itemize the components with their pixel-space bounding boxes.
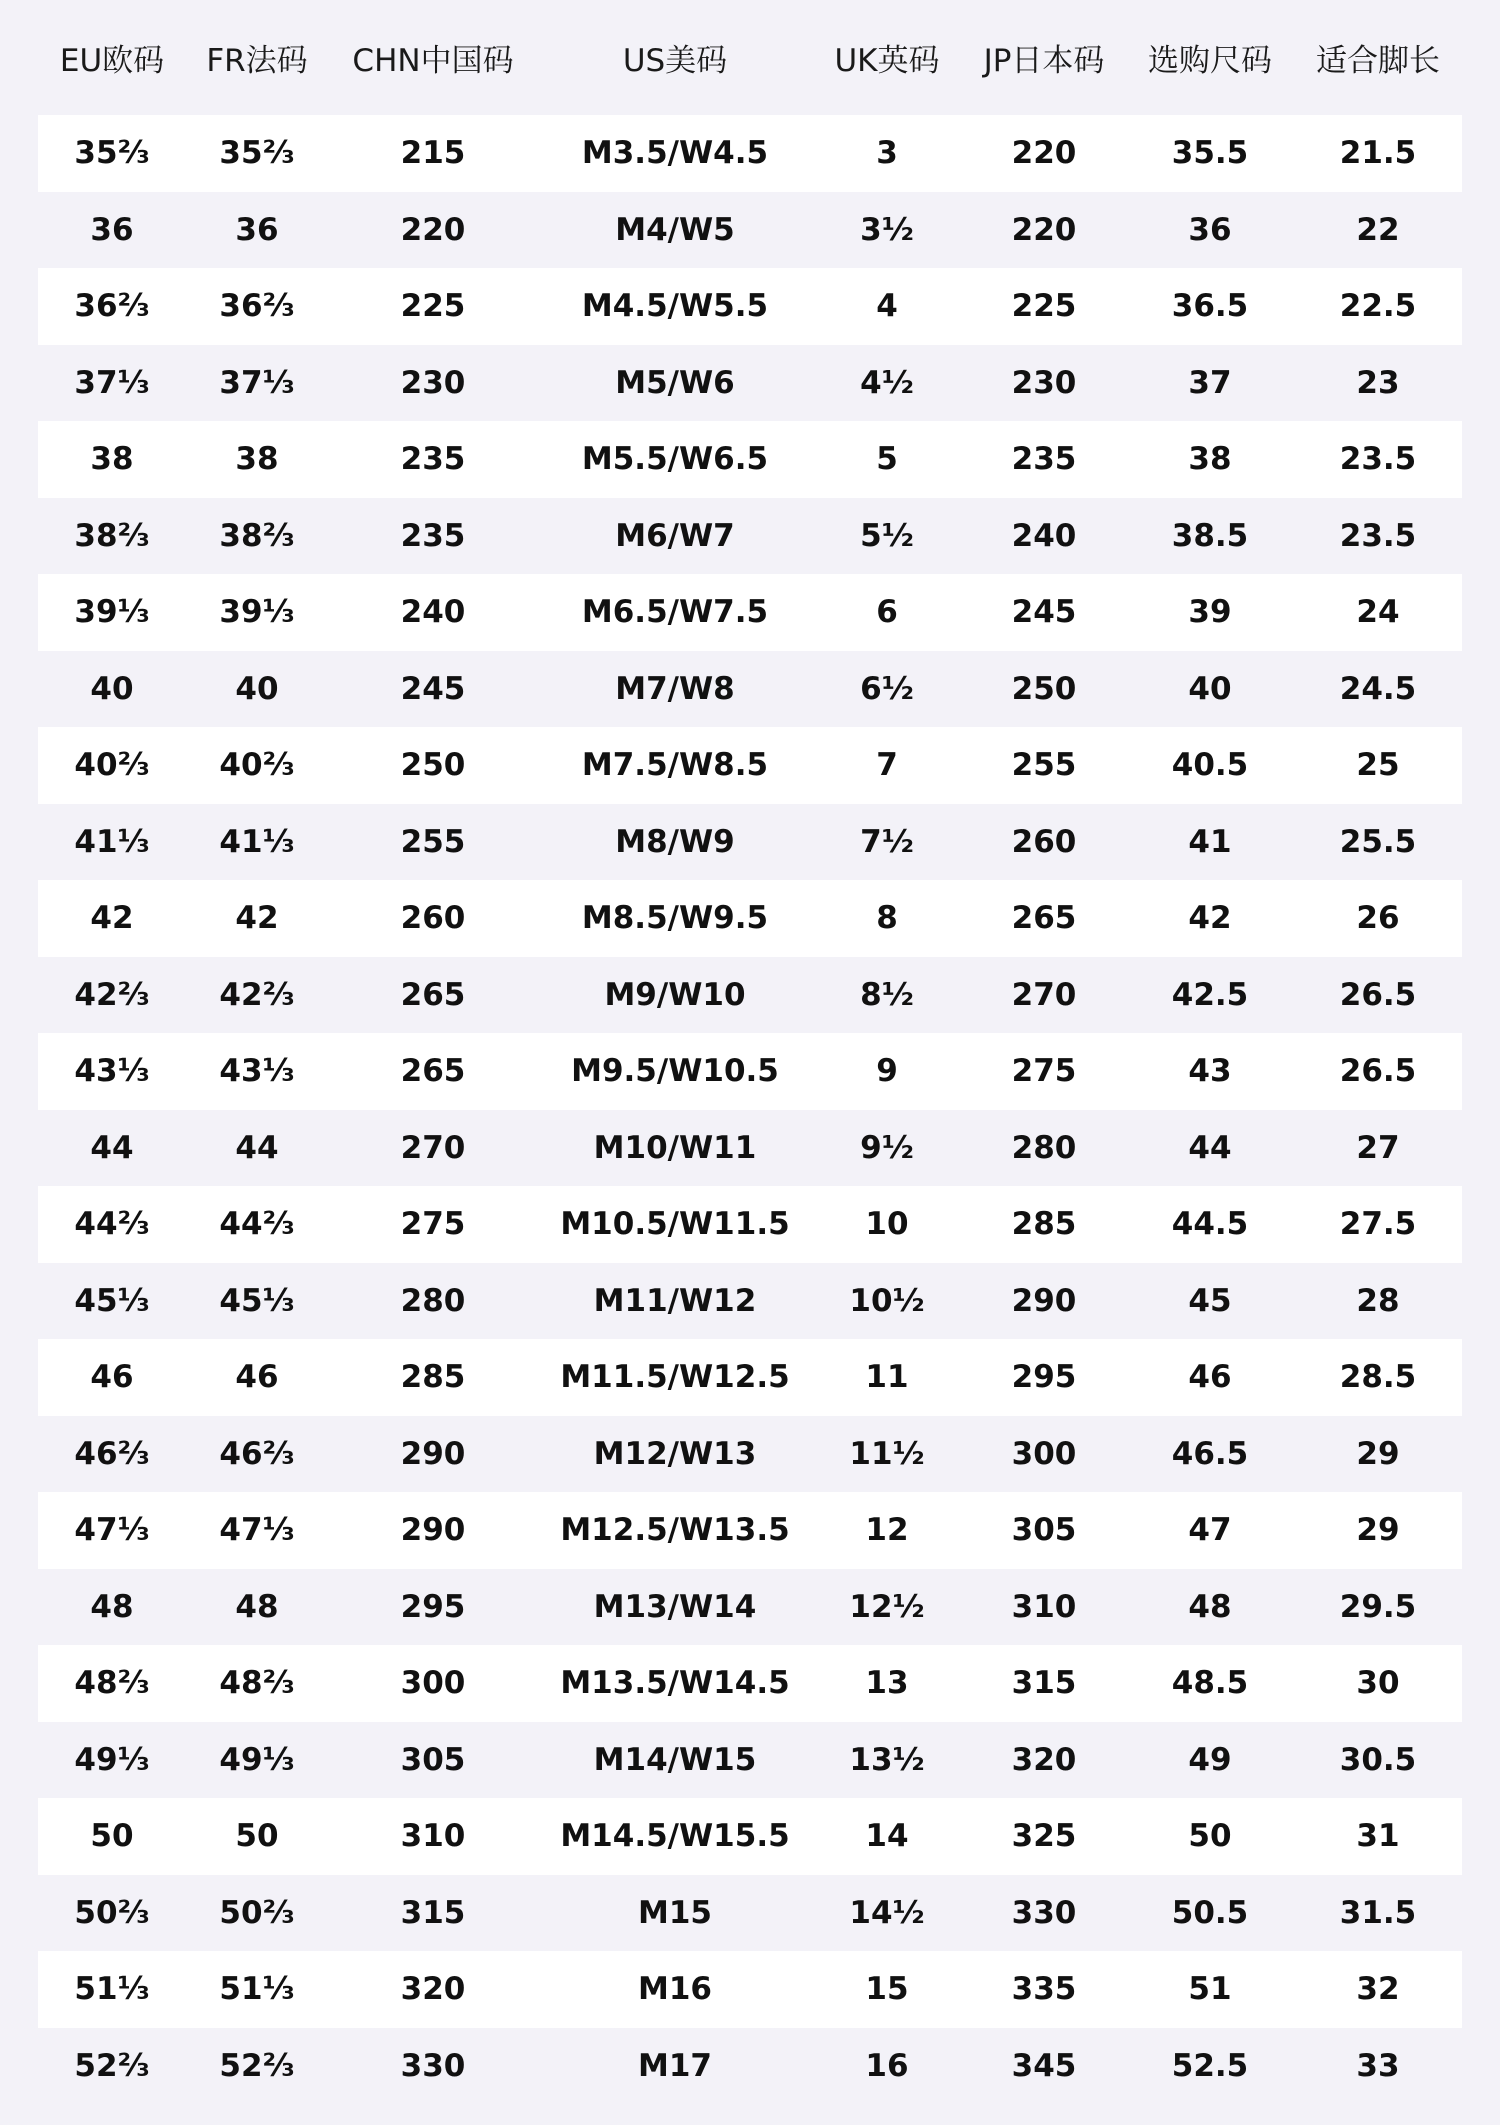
cell-eu: 37⅓ [74, 364, 150, 401]
cell-us: M15 [638, 1894, 712, 1931]
cell-fr: 40⅔ [219, 747, 295, 784]
cell-chn: 255 [400, 823, 466, 860]
header-chn: CHN中国码 [352, 43, 514, 79]
cell-chn: 275 [400, 1206, 466, 1243]
cell-us: M17 [638, 2047, 712, 2084]
cell-us: M13/W14 [593, 1588, 757, 1625]
cell-foot-length: 32 [1356, 1971, 1400, 2008]
cell-jp: 330 [1011, 1894, 1077, 1931]
cell-fr: 41⅓ [219, 823, 295, 860]
cell-foot-length: 28 [1356, 1282, 1400, 1319]
cell-jp: 245 [1011, 594, 1077, 631]
cell-jp: 280 [1011, 1129, 1077, 1166]
cell-us: M4/W5 [615, 211, 735, 248]
cell-foot-length: 24.5 [1339, 670, 1417, 707]
header-jp: JP日本码 [983, 43, 1105, 79]
cell-uk: 11 [865, 1359, 909, 1396]
cell-fr: 48⅔ [219, 1665, 295, 1702]
cell-jp: 285 [1011, 1206, 1077, 1243]
table-row [38, 115, 1462, 192]
cell-chn: 315 [400, 1894, 466, 1931]
cell-eu: 44⅔ [74, 1206, 150, 1243]
cell-eu: 41⅓ [74, 823, 150, 860]
cell-fr: 36 [235, 211, 279, 248]
table-row [38, 1569, 1462, 1646]
cell-eu: 50 [90, 1818, 134, 1855]
cell-chn: 250 [400, 747, 466, 784]
cell-eu: 47⅓ [74, 1512, 150, 1549]
table-row [38, 1722, 1462, 1799]
header-selected-size: 选购尺码 [1148, 43, 1272, 79]
table-row [38, 804, 1462, 881]
cell-jp: 290 [1011, 1282, 1077, 1319]
cell-eu: 52⅔ [74, 2047, 150, 2084]
cell-jp: 230 [1011, 364, 1077, 401]
cell-us: M16 [638, 1971, 712, 2008]
cell-fr: 39⅓ [219, 594, 295, 631]
cell-jp: 275 [1011, 1053, 1077, 1090]
cell-fr: 44⅔ [219, 1206, 295, 1243]
header-fr: FR法码 [206, 43, 308, 79]
cell-jp: 235 [1011, 441, 1077, 478]
table-row [38, 345, 1462, 422]
cell-jp: 260 [1011, 823, 1077, 860]
cell-eu: 40 [90, 670, 134, 707]
cell-us: M5/W6 [615, 364, 735, 401]
cell-chn: 235 [400, 517, 466, 554]
cell-selected-size: 46.5 [1171, 1435, 1249, 1472]
cell-selected-size: 43 [1188, 1053, 1232, 1090]
cell-chn: 330 [400, 2047, 466, 2084]
cell-fr: 48 [235, 1588, 279, 1625]
cell-foot-length: 31 [1356, 1818, 1400, 1855]
cell-foot-length: 28.5 [1339, 1359, 1417, 1396]
cell-selected-size: 39 [1188, 594, 1232, 631]
cell-us: M10.5/W11.5 [560, 1206, 790, 1243]
cell-jp: 255 [1011, 747, 1077, 784]
cell-foot-length: 31.5 [1339, 1894, 1417, 1931]
cell-foot-length: 25 [1356, 747, 1400, 784]
cell-chn: 270 [400, 1129, 466, 1166]
cell-fr: 47⅓ [219, 1512, 295, 1549]
table-row [38, 1875, 1462, 1952]
cell-chn: 245 [400, 670, 466, 707]
table-row [38, 268, 1462, 345]
cell-us: M6/W7 [615, 517, 735, 554]
cell-chn: 265 [400, 976, 466, 1013]
cell-jp: 315 [1011, 1665, 1077, 1702]
cell-jp: 310 [1011, 1588, 1077, 1625]
table-row [38, 957, 1462, 1034]
cell-foot-length: 30 [1356, 1665, 1400, 1702]
cell-selected-size: 45 [1188, 1282, 1232, 1319]
cell-eu: 39⅓ [74, 594, 150, 631]
header-uk: UK英码 [834, 43, 940, 79]
table-row [38, 574, 1462, 651]
cell-foot-length: 29 [1356, 1512, 1400, 1549]
cell-foot-length: 30.5 [1339, 1741, 1417, 1778]
cell-jp: 300 [1011, 1435, 1077, 1472]
cell-eu: 36⅔ [74, 288, 150, 325]
cell-us: M11.5/W12.5 [560, 1359, 790, 1396]
cell-jp: 240 [1011, 517, 1077, 554]
cell-selected-size: 48.5 [1171, 1665, 1249, 1702]
cell-foot-length: 22 [1356, 211, 1400, 248]
cell-eu: 35⅔ [74, 135, 150, 172]
cell-foot-length: 26 [1356, 900, 1400, 937]
cell-us: M13.5/W14.5 [560, 1665, 790, 1702]
cell-chn: 290 [400, 1435, 466, 1472]
cell-eu: 51⅓ [74, 1971, 150, 2008]
cell-us: M8.5/W9.5 [581, 900, 769, 937]
cell-us: M11/W12 [593, 1282, 757, 1319]
cell-chn: 235 [400, 441, 466, 478]
table-row [38, 498, 1462, 575]
cell-chn: 300 [400, 1665, 466, 1702]
cell-chn: 295 [400, 1588, 466, 1625]
cell-eu: 38 [90, 441, 134, 478]
cell-eu: 46 [90, 1359, 134, 1396]
cell-jp: 250 [1011, 670, 1077, 707]
cell-fr: 40 [235, 670, 279, 707]
cell-uk: 10½ [849, 1282, 925, 1319]
cell-chn: 305 [400, 1741, 466, 1778]
cell-us: M3.5/W4.5 [581, 135, 769, 172]
header-us: US美码 [622, 43, 728, 79]
table-row [38, 651, 1462, 728]
cell-eu: 45⅓ [74, 1282, 150, 1319]
cell-selected-size: 46 [1188, 1359, 1232, 1396]
cell-fr: 45⅓ [219, 1282, 295, 1319]
table-row [38, 1416, 1462, 1493]
cell-eu: 49⅓ [74, 1741, 150, 1778]
cell-selected-size: 38 [1188, 441, 1232, 478]
cell-foot-length: 33 [1356, 2047, 1400, 2084]
cell-us: M7.5/W8.5 [581, 747, 769, 784]
cell-us: M12/W13 [593, 1435, 757, 1472]
cell-fr: 49⅓ [219, 1741, 295, 1778]
cell-eu: 40⅔ [74, 747, 150, 784]
cell-uk: 4½ [860, 364, 914, 401]
cell-jp: 305 [1011, 1512, 1077, 1549]
cell-chn: 240 [400, 594, 466, 631]
cell-us: M5.5/W6.5 [581, 441, 769, 478]
cell-eu: 48⅔ [74, 1665, 150, 1702]
header-foot-length: 适合脚长 [1316, 43, 1440, 79]
table-row [38, 1645, 1462, 1722]
cell-fr: 46 [235, 1359, 279, 1396]
cell-uk: 12 [865, 1512, 909, 1549]
cell-selected-size: 51 [1188, 1971, 1232, 2008]
cell-chn: 260 [400, 900, 466, 937]
table-row [38, 1033, 1462, 1110]
cell-chn: 265 [400, 1053, 466, 1090]
cell-us: M10/W11 [593, 1129, 757, 1166]
cell-selected-size: 48 [1188, 1588, 1232, 1625]
cell-uk: 5 [876, 441, 898, 478]
cell-jp: 345 [1011, 2047, 1077, 2084]
size-chart-table [38, 0, 1462, 2104]
cell-eu: 46⅔ [74, 1435, 150, 1472]
table-row [38, 2028, 1462, 2105]
cell-foot-length: 23.5 [1339, 441, 1417, 478]
cell-selected-size: 50.5 [1171, 1894, 1249, 1931]
cell-selected-size: 42.5 [1171, 976, 1249, 1013]
cell-selected-size: 49 [1188, 1741, 1232, 1778]
cell-foot-length: 21.5 [1339, 135, 1417, 172]
cell-selected-size: 40 [1188, 670, 1232, 707]
cell-fr: 38⅔ [219, 517, 295, 554]
cell-chn: 320 [400, 1971, 466, 2008]
table-row [38, 1492, 1462, 1569]
cell-uk: 13 [865, 1665, 909, 1702]
cell-uk: 7½ [860, 823, 914, 860]
cell-fr: 43⅓ [219, 1053, 295, 1090]
cell-chn: 230 [400, 364, 466, 401]
cell-uk: 16 [865, 2047, 909, 2084]
cell-selected-size: 47 [1188, 1512, 1232, 1549]
cell-chn: 225 [400, 288, 466, 325]
table-row [38, 1951, 1462, 2028]
table-row [38, 1110, 1462, 1187]
cell-fr: 42⅔ [219, 976, 295, 1013]
cell-uk: 4 [876, 288, 898, 325]
cell-selected-size: 36 [1188, 211, 1232, 248]
cell-uk: 12½ [849, 1588, 925, 1625]
cell-foot-length: 27.5 [1339, 1206, 1417, 1243]
cell-eu: 50⅔ [74, 1894, 150, 1931]
cell-foot-length: 29 [1356, 1435, 1400, 1472]
cell-chn: 285 [400, 1359, 466, 1396]
cell-fr: 38 [235, 441, 279, 478]
cell-uk: 5½ [860, 517, 914, 554]
cell-jp: 320 [1011, 1741, 1077, 1778]
cell-chn: 280 [400, 1282, 466, 1319]
cell-selected-size: 44 [1188, 1129, 1232, 1166]
cell-selected-size: 44.5 [1171, 1206, 1249, 1243]
cell-fr: 50 [235, 1818, 279, 1855]
cell-fr: 50⅔ [219, 1894, 295, 1931]
cell-uk: 15 [865, 1971, 909, 2008]
cell-foot-length: 24 [1356, 594, 1400, 631]
cell-us: M9/W10 [604, 976, 746, 1013]
cell-uk: 14 [865, 1818, 909, 1855]
cell-eu: 42 [90, 900, 134, 937]
cell-uk: 6 [876, 594, 898, 631]
cell-uk: 8½ [860, 976, 914, 1013]
cell-selected-size: 42 [1188, 900, 1232, 937]
cell-uk: 13½ [849, 1741, 925, 1778]
cell-fr: 37⅓ [219, 364, 295, 401]
cell-selected-size: 38.5 [1171, 517, 1249, 554]
cell-uk: 14½ [849, 1894, 925, 1931]
cell-chn: 215 [400, 135, 466, 172]
cell-jp: 295 [1011, 1359, 1077, 1396]
cell-us: M12.5/W13.5 [560, 1512, 790, 1549]
table-row [38, 727, 1462, 804]
cell-jp: 325 [1011, 1818, 1077, 1855]
cell-foot-length: 27 [1356, 1129, 1400, 1166]
cell-eu: 48 [90, 1588, 134, 1625]
cell-chn: 310 [400, 1818, 466, 1855]
cell-eu: 36 [90, 211, 134, 248]
cell-fr: 52⅔ [219, 2047, 295, 2084]
cell-chn: 290 [400, 1512, 466, 1549]
cell-jp: 220 [1011, 211, 1077, 248]
cell-eu: 44 [90, 1129, 134, 1166]
cell-uk: 3 [876, 135, 898, 172]
cell-foot-length: 25.5 [1339, 823, 1417, 860]
cell-fr: 46⅔ [219, 1435, 295, 1472]
cell-us: M6.5/W7.5 [581, 594, 769, 631]
table-row [38, 192, 1462, 269]
table-row [38, 1186, 1462, 1263]
cell-jp: 270 [1011, 976, 1077, 1013]
cell-selected-size: 40.5 [1171, 747, 1249, 784]
cell-selected-size: 50 [1188, 1818, 1232, 1855]
cell-uk: 9 [876, 1053, 898, 1090]
cell-selected-size: 52.5 [1171, 2047, 1249, 2084]
table-row [38, 1798, 1462, 1875]
cell-us: M4.5/W5.5 [581, 288, 769, 325]
table-header [38, 0, 1462, 115]
cell-uk: 3½ [860, 211, 914, 248]
cell-eu: 38⅔ [74, 517, 150, 554]
cell-eu: 43⅓ [74, 1053, 150, 1090]
cell-jp: 335 [1011, 1971, 1077, 2008]
cell-selected-size: 41 [1188, 823, 1232, 860]
header-eu: EU欧码 [59, 43, 165, 79]
cell-us: M14/W15 [593, 1741, 757, 1778]
cell-fr: 51⅓ [219, 1971, 295, 2008]
cell-us: M7/W8 [615, 670, 735, 707]
cell-uk: 11½ [849, 1435, 925, 1472]
cell-uk: 7 [876, 747, 898, 784]
cell-us: M14.5/W15.5 [560, 1818, 790, 1855]
cell-selected-size: 35.5 [1171, 135, 1249, 172]
cell-selected-size: 37 [1188, 364, 1232, 401]
cell-jp: 265 [1011, 900, 1077, 937]
cell-foot-length: 23 [1356, 364, 1400, 401]
cell-foot-length: 26.5 [1339, 1053, 1417, 1090]
cell-foot-length: 29.5 [1339, 1588, 1417, 1625]
cell-uk: 10 [865, 1206, 909, 1243]
cell-foot-length: 23.5 [1339, 517, 1417, 554]
cell-uk: 9½ [860, 1129, 914, 1166]
cell-foot-length: 22.5 [1339, 288, 1417, 325]
cell-jp: 225 [1011, 288, 1077, 325]
cell-us: M8/W9 [615, 823, 735, 860]
cell-foot-length: 26.5 [1339, 976, 1417, 1013]
table-row [38, 1339, 1462, 1416]
table-row [38, 880, 1462, 957]
cell-fr: 44 [235, 1129, 279, 1166]
table-row [38, 421, 1462, 498]
cell-uk: 6½ [860, 670, 914, 707]
cell-fr: 35⅔ [219, 135, 295, 172]
cell-chn: 220 [400, 211, 466, 248]
cell-fr: 36⅔ [219, 288, 295, 325]
table-body [38, 115, 1462, 2104]
cell-fr: 42 [235, 900, 279, 937]
cell-selected-size: 36.5 [1171, 288, 1249, 325]
cell-eu: 42⅔ [74, 976, 150, 1013]
cell-jp: 220 [1011, 135, 1077, 172]
cell-us: M9.5/W10.5 [571, 1053, 779, 1090]
table-row [38, 1263, 1462, 1340]
cell-uk: 8 [876, 900, 898, 937]
